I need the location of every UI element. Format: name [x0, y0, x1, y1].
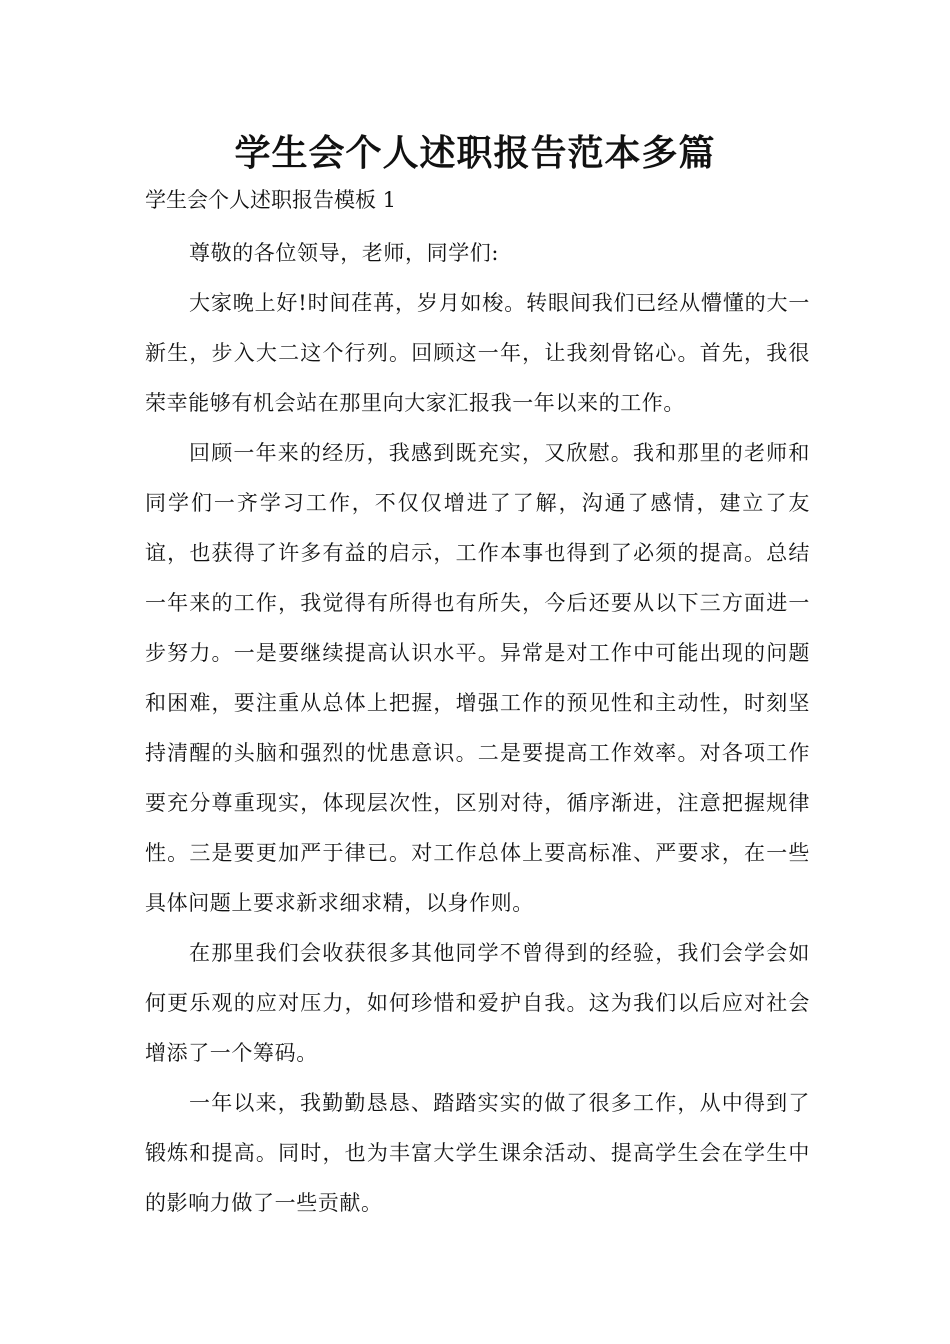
document-title: 学生会个人述职报告范本多篇	[234, 132, 716, 174]
paragraph: 在那里我们会收获很多其他同学不曾得到的经验，我们会学会如何更乐观的应对压力，如何珍惜和爱护自我。这为我们以后应对社会增添了一个筹码。	[145, 941, 810, 1065]
paragraph: 一年以来，我勤勤恳恳、踏踏实实的做了很多工作，从中得到了锻炼和提高。同时，也为丰富大学生课余活动、提高学生会在学生中的影响力做了一些贡献。	[145, 1091, 810, 1215]
document-body	[145, 228, 810, 1228]
section-heading: 学生会个人述职报告模板 1	[145, 188, 397, 212]
paragraph: 回顾一年来的经历，我感到既充实，又欣慰。我和那里的老师和同学们一齐学习工作，不仅仅增进了了解，沟通了感情，建立了友谊，也获得了许多有益的启示，工作本事也得到了必须的提高。总结一年来的工作，我觉得有所得也有所失，今后还要从以下三方面进一步努力。一是要继续提高认识水平。异常是对工作中可能出现的问题和困难，要注重从总体上把握，增强工作的预见性和主动性，时刻坚持清醒的头脑和强烈的忧患意识。二是要提高工作效率。对各项工作要充分尊重现实，体现层次性，区别对待，循序渐进，注意把握规律性。三是要更加严于律已。对工作总体上要高标准、严要求，在一些具体问题上要求新求细求精，以身作则。	[145, 441, 810, 915]
paragraph: 大家晚上好!时间荏苒，岁月如梭。转眼间我们已经从懵懂的大一新生，步入大二这个行列。回顾这一年，让我刻骨铭心。首先，我很荣幸能够有机会站在那里向大家汇报我一年以来的工作。	[145, 291, 810, 415]
paragraph-salutation: 尊敬的各位领导，老师，同学们:	[189, 241, 500, 265]
